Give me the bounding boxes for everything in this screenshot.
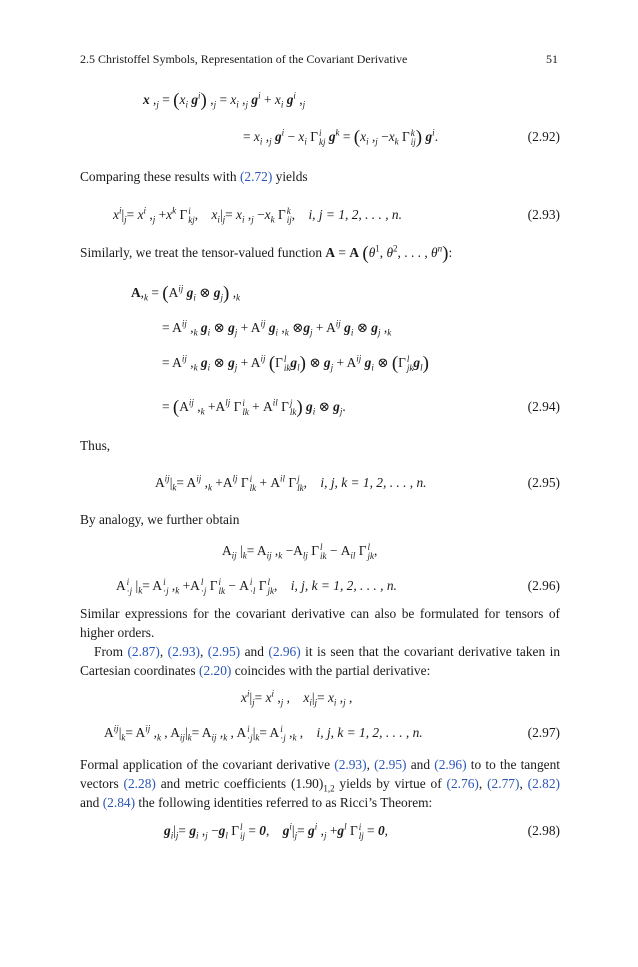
index-range: i, j, k = 1, 2, . . . , n. [320,475,427,490]
ref-2-95[interactable]: (2.95) [207,644,241,659]
equation-number-2-96: (2.96) [527,578,560,593]
equation-number-2-95: (2.95) [527,475,560,490]
equation-number-2-92: (2.92) [527,129,560,144]
index-range: i, j, k = 1, 2, . . . , n. [290,578,397,593]
ref-2-96[interactable]: (2.96) [268,644,301,659]
paragraph-from: From (2.87), (2.93), (2.95) and (2.96) it is seen that the covariant derivative taken in Cartesian coordinates (2.20) coincides with the partial derivative: [80,644,561,678]
ref-2-96[interactable]: (2.96) [434,757,467,772]
page-number: 51 [546,52,558,66]
ref-2-20[interactable]: (2.20) [199,663,232,678]
ref-2-93[interactable]: (2.93) [334,757,367,772]
paragraph-thus: Thus, [80,438,111,453]
equation-2-94-line4: = ($A^{ij}$ $,_k +A^{lj}$ Γ i lk + $A^{il}$ Γ j lk ) $g_i$ ⊗ $g_j$. [162,397,346,418]
equation-number-2-98: (2.98) [527,823,560,838]
equation-2-96-line1: $A_{ij}$ $|_k= A_{ij}$ $,_k -A_{lj}$ Γ l ik − $A_{il}$ Γ l jk , [222,541,378,561]
equation-2-92-line2: = $x_i$ $,_j$ $g^i - x_i$ Γ i kj $g^k = (x_i$ $,_j -x_k$ Γ k ij ) $g^i$. [243,127,439,148]
index-range: i, j = 1, 2, . . . , n. [308,207,402,222]
equation-2-93: $x^i|_j= x^i$ $,_j +x^k$ Γ i kj , $x_i|_j= x_i$ $,_j -x_k$ Γ k ij , i, j = 1, 2, . . . , n. [113,205,402,225]
equation-2-96-line2: A i ·j $|_k= A$ i ·j $,_k +A$ l ·j Γ i lk − A i ·l Γ l jk , i, j, k = 1, 2, . . . , n. [116,576,397,596]
ref-2-72[interactable]: (2.72) [239,169,273,184]
ref-2-95[interactable]: (2.95) [374,757,407,772]
equation-2-94-line2: = $A^{ij}$ $,_k$ $g_i$ ⊗ $g_j + A^{ij}$ $g_i$ $,_k$ $\otimes g_j + A^{ij}$ $g_i$ ⊗ $g_j$ $,_k$ [162,318,392,338]
ref-2-76[interactable]: (2.76) [446,776,479,791]
index-range: i, j, k = 1, 2, . . . , n. [316,725,423,740]
ref-2-84[interactable]: (2.84) [102,795,136,810]
paragraph-by-analogy: By analogy, we further obtain [80,512,240,527]
equation-number-2-93: (2.93) [527,207,560,222]
ref-2-28[interactable]: (2.28) [123,776,156,791]
section-title: 2.5 Christoffel Symbols, Representation of the Covariant Derivative [80,52,408,66]
equation-2-97-line1: $x^i|_j= x^i$ $,_j$ , $x_i|_j= x_i$ $,_j$ , [241,688,353,708]
equation-2-95: $A^{ij}|_k= A^{ij}$ $,_k +A^{lj}$ Γ i lk + $A^{il}$ Γ j lk , i, j, k = 1, 2, . . . , n. [155,473,427,493]
equation-2-97-line2: $A^{ij}|_k= A^{ij}$ $,_k$ , $A_{ij}|_k= A_{ij}$ $,_k$ , A i ·j $|_k= A$ i ·j $,_k$ , i, j, k = 1, 2, . . . , n. [104,723,423,743]
equation-number-2-97: (2.97) [527,725,560,740]
running-head [80,52,558,67]
ref-2-82[interactable]: (2.82) [527,776,560,791]
equation-2-92-line1: x $,_j = (x_i$ $g^i$) $,_j = x_i$ $,_j$ $g^i + x_i$ $g^i$ $,_j$ [143,90,306,111]
paragraph-similarly: Similarly, we treat the tensor-valued function A = A ($\theta^1$, $\theta^2$, . . . , $\theta^n$): [80,243,453,264]
ref-2-93[interactable]: (2.93) [167,644,200,659]
equation-number-2-94: (2.94) [527,399,560,414]
ref-2-77[interactable]: (2.77) [487,776,520,791]
equation-2-98: $g_i|_j= g_i$ $,_j -g_l$ Γ l ij = 0, $g^i|_j= g^i$ $,_j +g^l$ Γ i lj = 0, [164,821,389,841]
ref-2-87[interactable]: (2.87) [127,644,160,659]
paragraph-similar-expressions: Similar expressions for the covariant derivative can also be formulated for tensors of higher orders. [80,606,560,640]
paragraph-comparing: Comparing these results with (2.72) yields [80,169,308,184]
paragraph-formal-application: Formal application of the covariant derivative (2.93), (2.95) and (2.96) to to the tangent vectors (2.28) and metric coefficients $(1.90)_{1,2}$ yields by virtue of (2.76), (2.77), (2.82) and (2.84) the following identities referred to as Ricci’s Theorem: [80,757,560,810]
equation-2-94-line1: $A,_k = (A^{ij}$ $g_i$ ⊗ $g_j$) $,_k$ [131,283,241,304]
equation-2-94-line3: = $A^{ij}$ $,_k$ $g_i$ ⊗ $g_j + A^{ij}$ (Γ l ik $g_l$) ⊗ $g_j + A^{ij}$ $g_i$ ⊗ (Γ l jk $g_l$) [162,353,429,374]
